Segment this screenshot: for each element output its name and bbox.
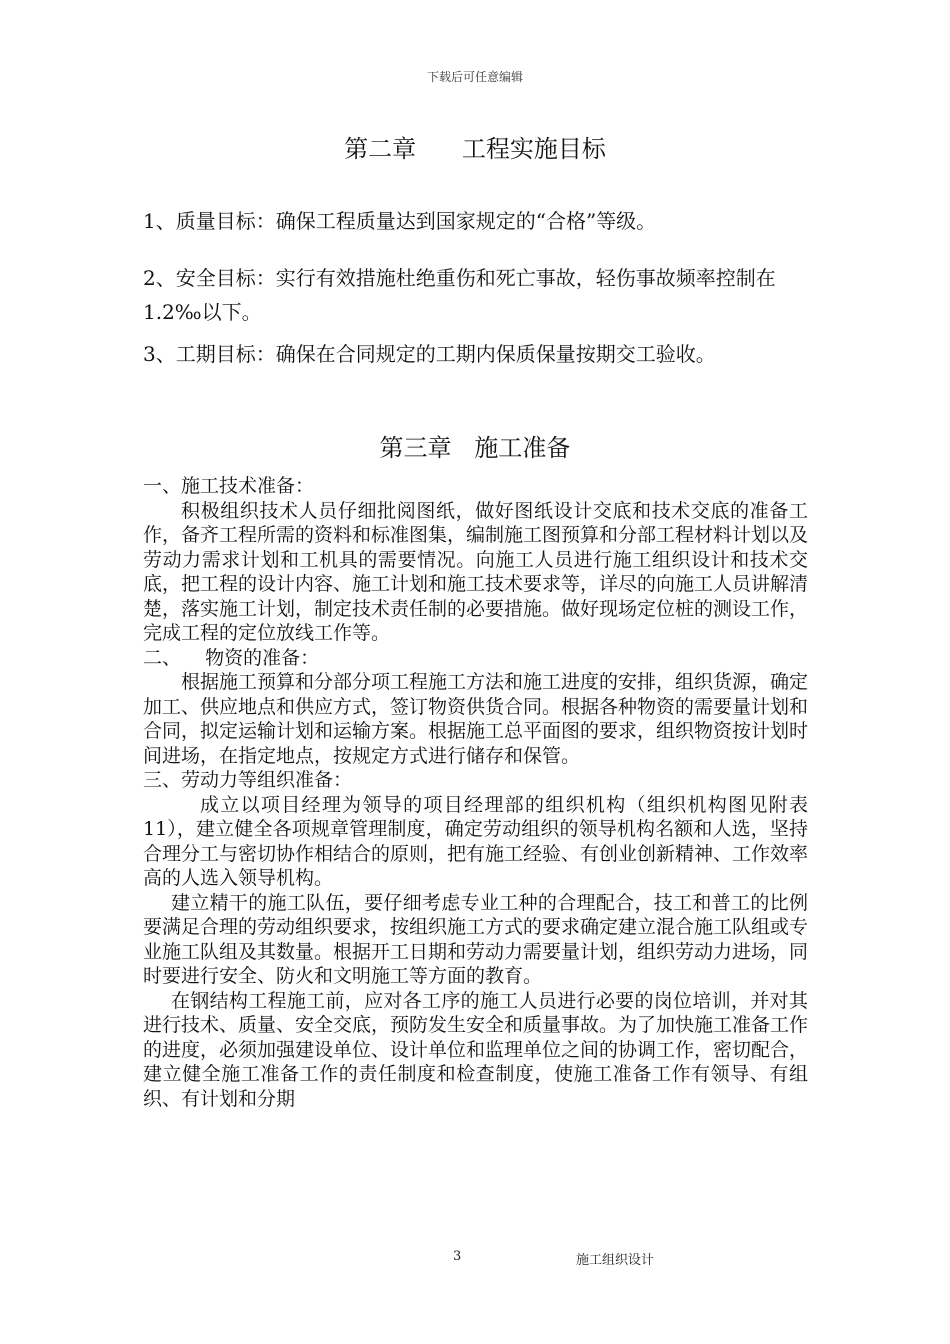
page-header-note: 下载后可任意编辑	[426, 70, 523, 84]
safety-goal: 2、安全目标：实行有效措施杜绝重伤和死亡事故，轻伤事故频率控制在1.2‰以下。	[143, 266, 776, 324]
schedule-goal: 3、工期目标：确保在合同规定的工期内保质保量按期交工验收。	[143, 342, 716, 366]
chapter-3-title: 第三章 施工准备	[379, 434, 571, 462]
page-number: 3	[453, 1249, 462, 1264]
section-heading-materials: 二、 物资的准备：	[143, 646, 320, 669]
training-paragraph: 在钢结构工程施工前，应对各工序的施工人员进行必要的岗位培训，并对其进行技术、质量、安全交底，预防发生安全和质量事故。为了加快施工准备工作的进度，必须加强建设单位、设计单位和监理单位之间的协调工作，密切配合，建立健全施工准备工作的责任制度和检查制度，使施工准备工作有领导、有组织、有计划和分期	[143, 989, 809, 1110]
chapter-3-body	[143, 474, 808, 1111]
chapter-2-title: 第二章 工程实施目标	[344, 135, 606, 163]
technical-prep-paragraph: 积极组织技术人员仔细批阅图纸，做好图纸设计交底和技术交底的准备工作，备齐工程所需的资料和标准图集，编制施工图预算和分部工程材料计划以及劳动力需求计划和工机具的需要情况。向施工人员进行施工组织设计和技术交底，把工程的设计内容、施工计划和施工技术要求等，详尽的向施工人员讲解清楚，落实施工计划，制定技术责任制的必要措施。做好现场定位桩的测设工作，完成工程的定位放线工作等。	[143, 499, 809, 644]
workforce-paragraph: 建立精干的施工队伍，要仔细考虑专业工种的合理配合，技工和普工的比例要满足合理的劳动组织要求，按组织施工方式的要求确定建立混合施工队组或专业施工队组及其数量。根据开工日期和劳动力需要量计划，组织劳动力进场，同时要进行安全、防火和文明施工等方面的教育。	[143, 891, 809, 987]
materials-prep-paragraph: 根据施工预算和分部分项工程施工方法和施工进度的安排，组织货源，确定加工、供应地点和供应方式，签订物资供货合同。根据各种物资的需要量计划和合同，拟定运输计划和运输方案。根据施工总平面图的要求，组织物资按计划时间进场，在指定地点，按规定方式进行储存和保管。	[143, 671, 809, 767]
footer-doc-title: 施工组织设计	[576, 1253, 655, 1268]
labor-org-paragraph: 成立以项目经理为领导的项目经理部的组织机构（组织机构图见附表 11），建立健全各项规章管理制度，确定劳动组织的领导机构名额和人选，坚持合理分工与密切协作相结合的原则，把有施工经验、有创业创新精神、工作效率高的人选入领导机构。	[143, 793, 809, 889]
quality-goal: 1、质量目标：确保工程质量达到国家规定的“合格”等级。	[143, 209, 657, 233]
section-heading-technical: 一、施工技术准备：	[143, 475, 315, 497]
section-heading-labor: 三、劳动力等组织准备：	[143, 769, 353, 791]
